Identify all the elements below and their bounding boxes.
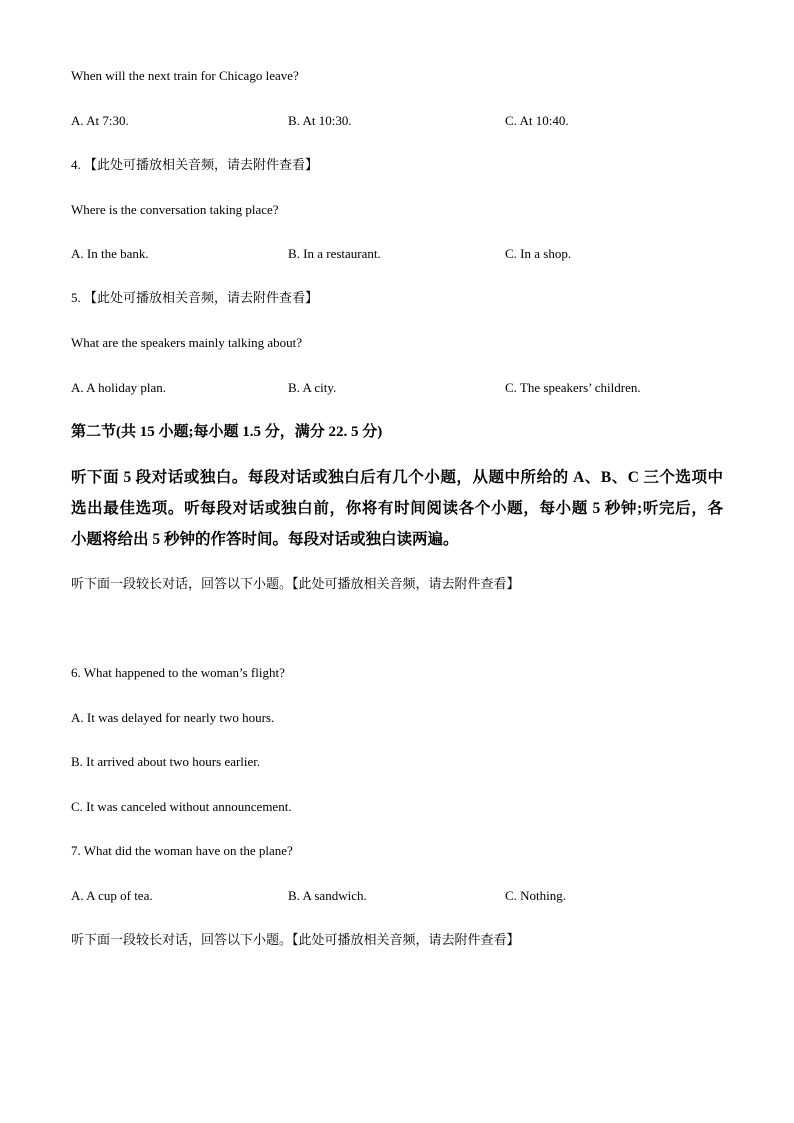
question-3-option-b: B. At 10:30. (288, 113, 352, 128)
question-5-audio-note: 5. 【此处可播放相关音频，请去附件查看】 (71, 290, 319, 305)
question-6-option-c: C. It was canceled without announcement. (71, 799, 292, 814)
question-5-option-a: A. A holiday plan. (71, 380, 166, 395)
question-7-text: 7. What did the woman have on the plane? (71, 843, 293, 858)
question-4-option-b: B. In a restaurant. (288, 246, 381, 261)
question-3-option-a: A. At 7:30. (71, 113, 129, 128)
instruction-line: 选出最佳选项。听每段对话或独白前，你将有时间阅读各个小题，每小题 5 秒钟;听完后，各 (71, 500, 723, 517)
question-7-option-a: A. A cup of tea. (71, 888, 153, 903)
question-5-text: What are the speakers mainly talking about? (71, 335, 303, 350)
section-2-title: 第二节(共 15 小题;每小题 1.5 分，满分 22. 5 分) (71, 424, 383, 440)
instruction-line: 听下面 5 段对话或独白。每段对话或独白后有几个小题，从题中所给的 A、B、C 三个选项中 (71, 469, 723, 486)
question-4-audio-note: 4. 【此处可播放相关音频，请去附件查看】 (71, 157, 319, 172)
question-4-option-a: A. In the bank. (71, 246, 149, 261)
section-2-instructions (71, 462, 723, 555)
question-6-option-a: A. It was delayed for nearly two hours. (71, 710, 275, 725)
group-2-intro: 听下面一段较长对话，回答以下小题。【此处可播放相关音频，请去附件查看】 (71, 932, 520, 947)
question-4-option-c: C. In a shop. (505, 246, 572, 261)
question-3-option-c: C. At 10:40. (505, 113, 569, 128)
question-4-text: Where is the conversation taking place? (71, 202, 279, 217)
group-1-intro: 听下面一段较长对话，回答以下小题。【此处可播放相关音频，请去附件查看】 (71, 576, 520, 591)
question-5-option-b: B. A city. (288, 380, 337, 395)
question-7-option-c: C. Nothing. (505, 888, 567, 903)
question-7-option-b: B. A sandwich. (288, 888, 367, 903)
question-5-option-c: C. The speakers’ children. (505, 380, 641, 395)
question-6-text: 6. What happened to the woman’s flight? (71, 665, 285, 680)
instruction-line: 小题将给出 5 秒钟的作答时间。每段对话或独白读两遍。 (71, 531, 459, 548)
question-6-option-b: B. It arrived about two hours earlier. (71, 754, 261, 769)
question-3-text: When will the next train for Chicago leave? (71, 68, 299, 83)
